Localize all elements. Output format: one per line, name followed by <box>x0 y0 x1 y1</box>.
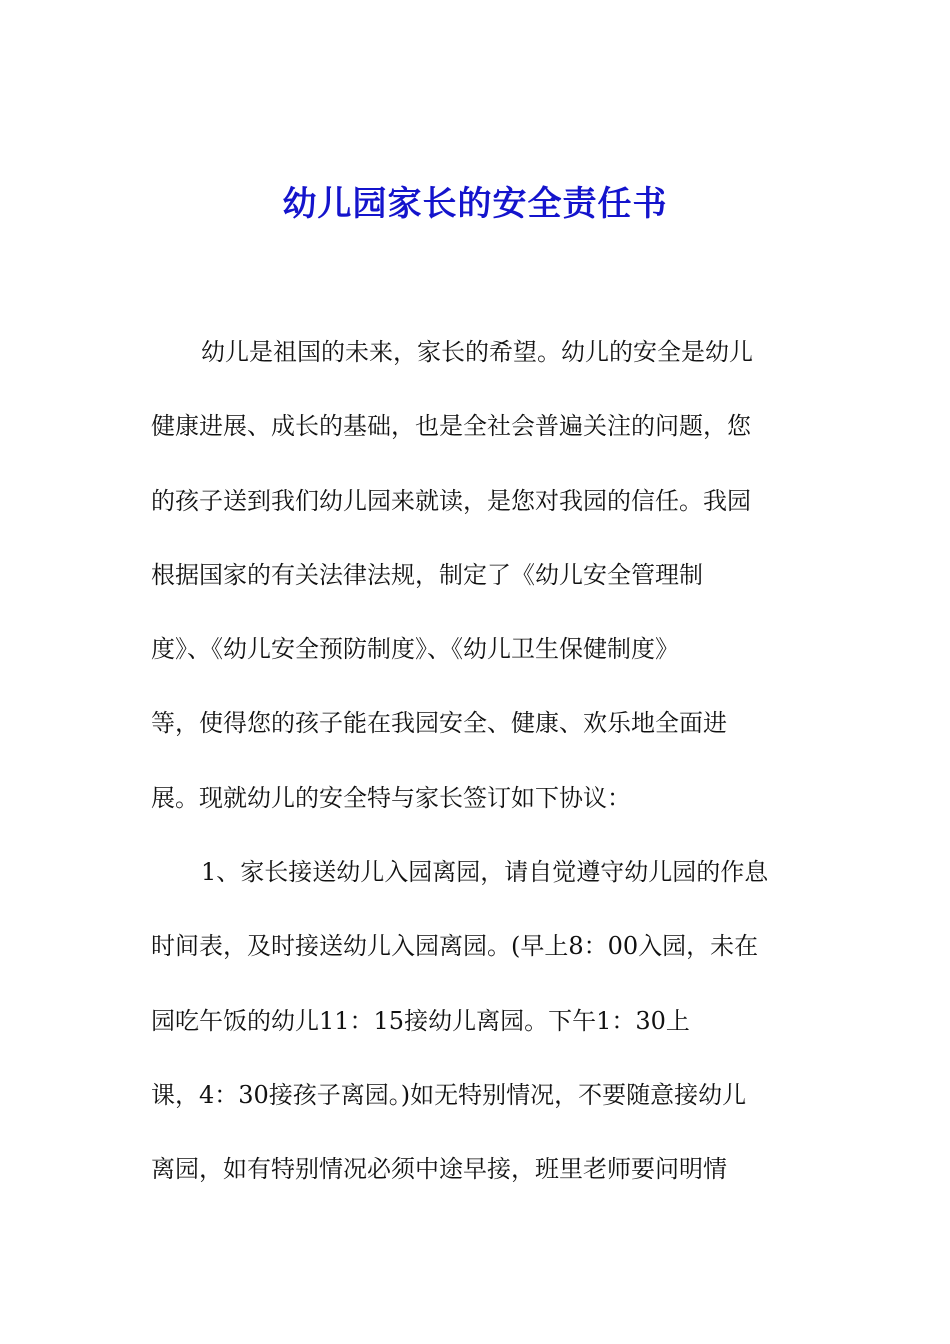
paragraph-line: 的孩子送到我们幼儿园来就读，是您对我园的信任。我园 <box>151 486 751 515</box>
paragraph-line: 根据国家的有关法律法规，制定了《幼儿安全管理制 <box>151 560 703 589</box>
paragraph-line: 离园，如有特别情况必须中途早接，班里老师要问明情 <box>151 1155 727 1184</box>
paragraph-line: 展。现就幼儿的安全特与家长签订如下协议： <box>151 783 631 812</box>
paragraph-line: 幼儿是祖国的未来，家长的希望。幼儿的安全是幼儿 <box>201 338 753 366</box>
paragraph-line: 园吃午饭的幼儿11：15接幼儿离园。下午1：30上 <box>151 1006 690 1035</box>
paragraph-line: 健康进展、成长的基础，也是全社会普遍关注的问题，您 <box>151 412 751 441</box>
paragraph-line: 度》、《幼儿安全预防制度》、《幼儿卫生保健制度》 <box>151 635 679 664</box>
paragraph-line: 1、家长接送幼儿入园离园，请自觉遵守幼儿园的作息 <box>201 858 769 887</box>
paragraph-line: 课，4：30接孩子离园。)如无特别情况，不要随意接幼儿 <box>151 1080 747 1109</box>
paragraph-line: 时间表，及时接送幼儿入园离园。(早上8：00入园，未在 <box>151 932 759 961</box>
document-body <box>151 326 811 1218</box>
paragraph-line: 等，使得您的孩子能在我园安全、健康、欢乐地全面进 <box>151 709 727 738</box>
document-title: 幼儿园家长的安全责任书 <box>282 184 668 224</box>
